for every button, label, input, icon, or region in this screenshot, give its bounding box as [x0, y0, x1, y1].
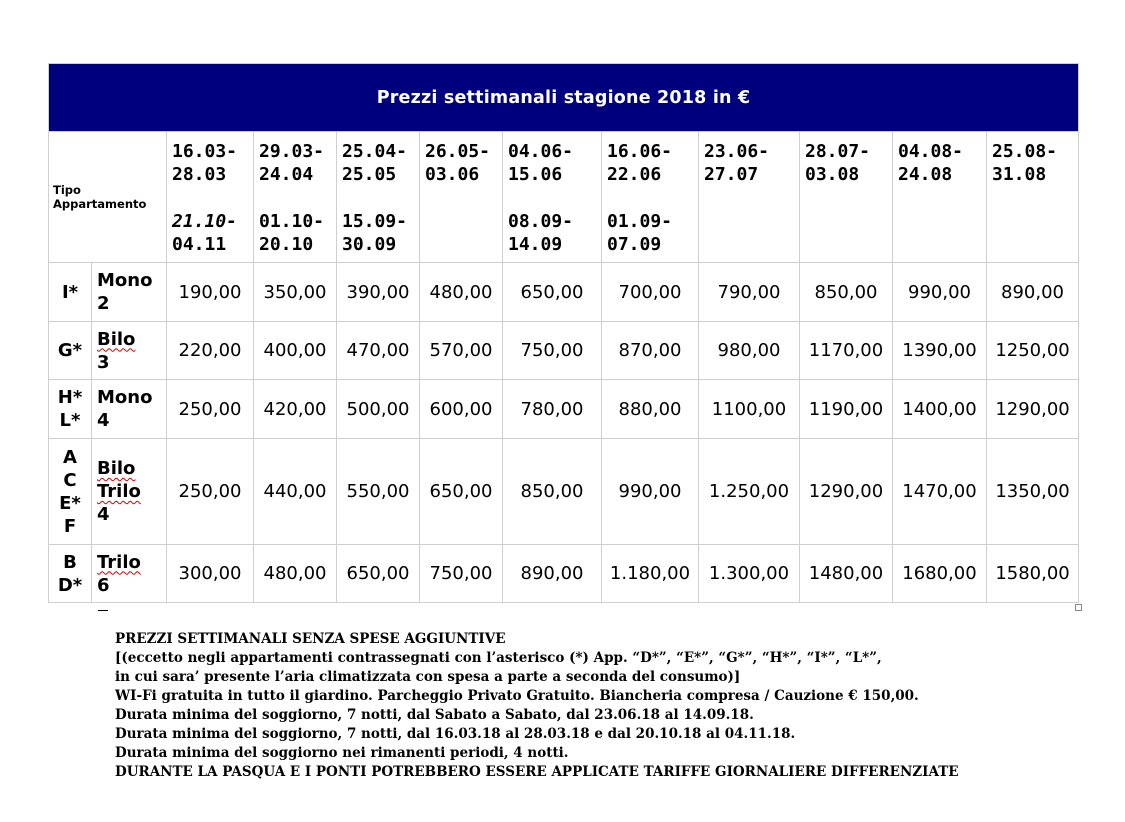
note-line: Durata minima del soggiorno, 7 notti, dal Sabato a Sabato, dal 23.06.18 al 14.09.18. [115, 707, 754, 723]
price-cell: 1.180,00 [602, 545, 699, 603]
price-cell: 500,00 [337, 380, 420, 439]
price-cell: 700,00 [602, 263, 699, 322]
note-line: Durata minima del soggiorno, 7 notti, dal 16.03.18 al 28.03.18 e dal 20.10.18 al 04.11.18. [115, 726, 796, 742]
apartment-type-line: Bilo [97, 328, 136, 350]
price-cell: 440,00 [254, 439, 337, 545]
note-line: in cui sara’ presente l’aria climatizzata con spesa a parte a seconda del consumo)] [115, 669, 741, 685]
price-cell: 750,00 [503, 322, 602, 380]
period-line: 28.03 [172, 164, 227, 185]
price-cell: 890,00 [987, 263, 1079, 322]
note-line: PREZZI SETTIMANALI SENZA SPESE AGGIUNTIVE [115, 631, 506, 647]
period-line: 16.03- [172, 141, 238, 162]
table-row [49, 322, 1079, 380]
period-line: 21.10- [172, 211, 238, 232]
price-cell: 650,00 [337, 545, 420, 603]
price-cell: 600,00 [420, 380, 503, 439]
period-line: 15.09- [342, 211, 408, 232]
price-cell: 1390,00 [893, 322, 987, 380]
tipo-appartamento-header [49, 132, 167, 263]
price-cell: 1680,00 [893, 545, 987, 603]
note-line: WI-Fi gratuita in tutto il giardino. Parcheggio Privato Gratuito. Biancheria compresa / Cauzione € 150,00. [115, 688, 919, 704]
period-line: 25.05 [342, 164, 397, 185]
period-line: 20.10 [259, 234, 314, 255]
price-cell: 650,00 [503, 263, 602, 322]
apartment-type-line: 3 [97, 351, 110, 373]
period-header [167, 132, 254, 263]
price-cell: 990,00 [602, 439, 699, 545]
price-table-container [48, 63, 1078, 603]
price-cell: 250,00 [167, 380, 254, 439]
apartment-code-item: A [63, 446, 77, 468]
price-cell: 1290,00 [987, 380, 1079, 439]
price-rows [49, 263, 1079, 603]
price-cell: 780,00 [503, 380, 602, 439]
apartment-type [92, 545, 167, 603]
apartment-code [49, 263, 92, 322]
table-resize-handle[interactable] [1075, 604, 1082, 611]
apartment-code [49, 545, 92, 603]
price-cell: 1170,00 [800, 322, 893, 380]
note-line: DURANTE LA PASQUA E I PONTI POTREBBERO ESSERE APPLICATE TARIFFE GIORNALIERE DIFFERENZIATE [115, 764, 959, 780]
period-header [503, 132, 602, 263]
price-cell: 1580,00 [987, 545, 1079, 603]
price-cell: 1470,00 [893, 439, 987, 545]
period-line: 26.05- [425, 141, 491, 162]
apartment-code-item: B [63, 551, 77, 573]
price-cell: 1.300,00 [699, 545, 800, 603]
price-cell: 790,00 [699, 263, 800, 322]
period-line: 28.07- [805, 141, 871, 162]
price-cell: 190,00 [167, 263, 254, 322]
period-line: 04.11 [172, 234, 227, 255]
apartment-type-line: Bilo [97, 458, 136, 479]
appartamento-label: Appartamento [53, 197, 147, 211]
period-header [800, 132, 893, 263]
price-cell: 1250,00 [987, 322, 1079, 380]
note-line: Durata minima del soggiorno nei rimanenti periodi, 4 notti. [115, 745, 569, 761]
apartment-type-line: 2 [97, 293, 110, 314]
apartment-type [92, 263, 167, 322]
apartment-type-line: Mono [97, 270, 153, 291]
price-cell: 420,00 [254, 380, 337, 439]
price-cell: 870,00 [602, 322, 699, 380]
period-line: 03.08 [805, 164, 860, 185]
period-line: 01.10- [259, 211, 325, 232]
price-cell: 850,00 [503, 439, 602, 545]
cursor-mark [98, 610, 108, 611]
price-cell: 880,00 [602, 380, 699, 439]
notes-block [115, 630, 959, 782]
period-line: 04.08- [898, 141, 964, 162]
price-cell: 400,00 [254, 322, 337, 380]
price-cell: 570,00 [420, 322, 503, 380]
table-title: Prezzi settimanali stagione 2018 in € [49, 64, 1079, 132]
price-cell: 350,00 [254, 263, 337, 322]
period-line: 14.09 [508, 234, 563, 255]
period-line: 23.06- [704, 141, 770, 162]
apartment-code-item: F [63, 515, 77, 537]
price-cell: 1190,00 [800, 380, 893, 439]
table-row [49, 380, 1079, 439]
apartment-code [49, 322, 92, 380]
period-line: 25.04- [342, 141, 408, 162]
period-line: 30.09 [342, 234, 397, 255]
period-header-row [49, 132, 1079, 263]
price-cell: 390,00 [337, 263, 420, 322]
price-cell: 750,00 [420, 545, 503, 603]
apartment-code-item: D* [57, 574, 83, 596]
apartment-code-item: G* [57, 340, 83, 361]
price-cell: 980,00 [699, 322, 800, 380]
period-header [254, 132, 337, 263]
price-cell: 1100,00 [699, 380, 800, 439]
apartment-code [49, 380, 92, 439]
period-line: 27.07 [704, 164, 759, 185]
period-line: 04.06- [508, 141, 574, 162]
period-header [893, 132, 987, 263]
apartment-type [92, 322, 167, 380]
apartment-type [92, 439, 167, 545]
period-line: 24.08 [898, 164, 953, 185]
price-cell: 550,00 [337, 439, 420, 545]
price-cell: 1290,00 [800, 439, 893, 545]
apartment-code-item: C [63, 469, 77, 491]
table-row [49, 545, 1079, 603]
period-header [337, 132, 420, 263]
apartment-code-item: H* [57, 387, 83, 408]
period-header [602, 132, 699, 263]
period-line: 01.09- [607, 211, 673, 232]
apartment-type-line: 4 [97, 410, 110, 431]
price-cell: 470,00 [337, 322, 420, 380]
period-header [420, 132, 503, 263]
apartment-type [92, 380, 167, 439]
price-table [48, 63, 1079, 603]
apartment-code-item: E* [59, 492, 81, 514]
apartment-code [49, 439, 92, 545]
period-line: 08.09- [508, 211, 574, 232]
table-row [49, 263, 1079, 322]
tipo-label: Tipo [53, 183, 81, 197]
period-line: 07.09 [607, 234, 662, 255]
period-header [699, 132, 800, 263]
period-line: 16.06- [607, 141, 673, 162]
table-row [49, 439, 1079, 545]
price-cell: 220,00 [167, 322, 254, 380]
period-line: 03.06 [425, 164, 480, 185]
period-line: 15.06 [508, 164, 563, 185]
price-cell: 1.250,00 [699, 439, 800, 545]
price-cell: 850,00 [800, 263, 893, 322]
price-cell: 250,00 [167, 439, 254, 545]
period-line: 31.08 [992, 164, 1047, 185]
apartment-type-line: 6 [97, 574, 110, 596]
price-cell: 1400,00 [893, 380, 987, 439]
apartment-type-line: Trilo [97, 551, 141, 573]
price-cell: 480,00 [254, 545, 337, 603]
apartment-code-item: I* [61, 281, 79, 303]
apartment-type-line: 4 [97, 504, 110, 525]
period-header [987, 132, 1079, 263]
period-line: 24.04 [259, 164, 314, 185]
apartment-type-line: Trilo [97, 481, 141, 502]
apartment-code-item: L* [59, 410, 81, 431]
price-cell: 990,00 [893, 263, 987, 322]
price-cell: 1480,00 [800, 545, 893, 603]
price-cell: 1350,00 [987, 439, 1079, 545]
period-line: 25.08- [992, 141, 1058, 162]
period-line: 22.06 [607, 164, 662, 185]
price-cell: 480,00 [420, 263, 503, 322]
apartment-type-line: Mono [97, 387, 153, 408]
price-cell: 650,00 [420, 439, 503, 545]
period-line: 29.03- [259, 141, 325, 162]
price-cell: 300,00 [167, 545, 254, 603]
note-line: [(eccetto negli appartamenti contrassegnati con l’asterisco (*) App. “D*”, “E*”, “G*”, “H*”, “I*”, “L*”, [115, 650, 882, 666]
price-cell: 890,00 [503, 545, 602, 603]
